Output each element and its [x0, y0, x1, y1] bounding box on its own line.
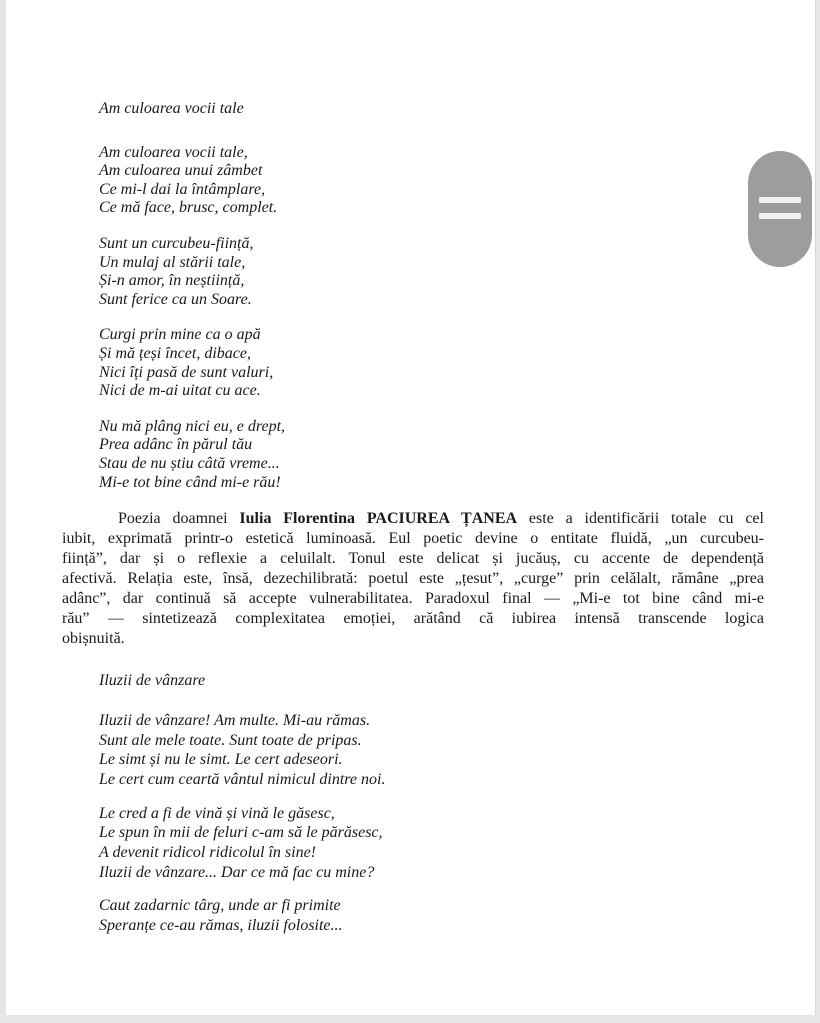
poem-line: Sunt un curcubeu-ființă,: [99, 234, 254, 252]
poem-title: Iluzii de vânzare: [99, 672, 206, 690]
poem-line: Iluzii de vânzare... Dar ce mă fac cu mine?: [99, 863, 375, 881]
commentary-paragraph: [62, 509, 764, 649]
commentary-line: [62, 589, 764, 609]
author-name-bold: Iulia Florentina PACIUREA ȚANEA: [239, 510, 518, 528]
poem-line: Curgi prin mine ca o apă: [99, 326, 261, 344]
commentary-text: obișnuită.: [62, 630, 125, 648]
poem-line: Nici îți pasă de sunt valuri,: [99, 363, 274, 381]
commentary-line: [62, 609, 764, 629]
poem-line: Caut zadarnic târg, unde ar fi primite: [99, 897, 341, 915]
poem-line: Le cert cum ceartă vântul nimicul dintre noi.: [99, 770, 386, 788]
document-page: [6, 0, 816, 1015]
poem-stanza: [99, 896, 764, 935]
poem-line: Am culoarea unui zâmbet: [99, 162, 263, 180]
poem-line: Le spun în mii de feluri c-am să le părăsesc,: [99, 824, 383, 842]
poem-line: Prea adânc în părul tău: [99, 436, 253, 454]
commentary-line: [62, 569, 764, 589]
poem-stanza: [99, 235, 764, 309]
poem-stanza: [99, 144, 764, 218]
poem-line: Ce mi-l dai la întâmplare,: [99, 180, 266, 198]
poem-stanzas: [99, 144, 764, 493]
commentary-text: Poezia doamnei: [118, 510, 240, 528]
poem-line: Am culoarea vocii tale,: [99, 143, 248, 161]
poem-line: A devenit ridicol ridicolul în sine!: [99, 844, 316, 862]
poem-stanza: [99, 326, 764, 400]
commentary-text: iubit, exprimată printr-o estetică luminoasă. Eul poetic devine o entitate fluidă, „un curcubeu-: [62, 530, 764, 548]
poem-line: Mi-e tot bine când mi-e rău!: [99, 473, 281, 491]
poem-iluzii: [99, 671, 764, 936]
poem-stanza: [99, 418, 764, 492]
commentary-text: rău” — sintetizează complexitatea emoției, arătând că iubirea intensă transcende logica: [62, 610, 764, 628]
poem-line: Iluzii de vânzare! Am multe. Mi-au rămas.: [99, 711, 371, 729]
poem-line: Nici de m-ai uitat cu ace.: [99, 382, 261, 400]
commentary-text: afectivă. Relația este, însă, dezechilibrată: poetul este „țesut”, „curge” prin celălalt, rămâne „prea: [62, 570, 764, 588]
handle-lines-icon: [759, 197, 801, 203]
commentary-text: este a identificării totale cu cel: [517, 510, 764, 528]
poem-am-culoarea: [99, 100, 764, 492]
poem-line: Sunt ferice ca un Soare.: [99, 290, 252, 308]
poem-stanza: [99, 804, 764, 883]
poem-line: Nu mă plâng nici eu, e drept,: [99, 417, 286, 435]
commentary-line: [62, 529, 764, 549]
poem-line: Și mă țeși încet, dibace,: [99, 344, 251, 362]
poem-line: Și-n amor, în neștiință,: [99, 272, 245, 290]
commentary-line: [62, 549, 764, 569]
drag-handle-button[interactable]: [748, 151, 812, 267]
poem-line: Ce mă face, brusc, complet.: [99, 199, 278, 217]
commentary-line: [62, 629, 764, 649]
commentary-text: adânc”, dar continuă să accepte vulnerabilitatea. Paradoxul final — „Mi-e tot bine când mi-e: [62, 590, 764, 608]
poem-line: Un mulaj al stării tale,: [99, 253, 246, 271]
poem-line: Speranțe ce-au rămas, iluzii folosite...: [99, 917, 343, 935]
poem-line: Sunt ale mele toate. Sunt toate de pripas.: [99, 731, 362, 749]
handle-lines-icon: [759, 213, 801, 219]
poem-stanza: [99, 711, 764, 790]
poem-line: Le simt și nu le simt. Le cert adeseori.: [99, 751, 343, 769]
commentary-text: ființă”, dar și o reflexie a celuilalt. Tonul este delicat și jucăuș, cu accente de dependență: [62, 550, 764, 568]
poem-line: Stau de nu știu câtă vreme...: [99, 454, 280, 472]
poem-line: Le cred a fi de vină și vină le găsesc,: [99, 804, 335, 822]
commentary-line: [62, 509, 764, 529]
poem-stanzas: [99, 711, 764, 936]
poem-title: Am culoarea vocii tale: [99, 100, 244, 117]
